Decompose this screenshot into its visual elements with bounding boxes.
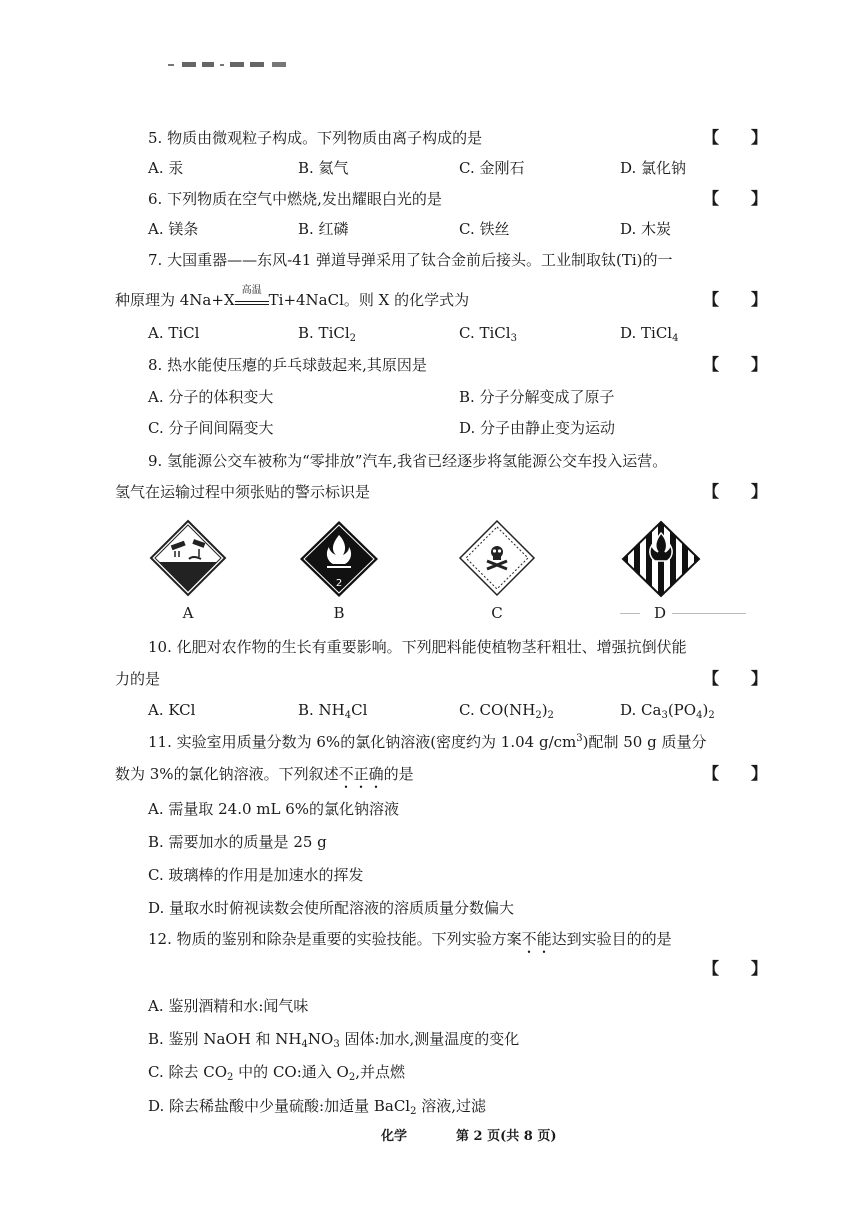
q8-option-a[interactable]: A. 分子的体积变大 [148, 388, 274, 406]
q6-answer-bracket[interactable]: 【 】 [703, 189, 768, 208]
q11-answer-bracket[interactable]: 【 】 [703, 764, 768, 783]
q7-reactants: 种原理为 4Na+X [115, 291, 235, 309]
emphasis-not-correct: 不正确 [338, 765, 384, 783]
q7-answer-bracket[interactable]: 【 】 [703, 290, 768, 309]
q5-option-c[interactable]: C. 金刚石 [459, 159, 525, 177]
q11-option-a[interactable]: A. 需量取 24.0 mL 6%的氯化钠溶液 [148, 800, 400, 818]
q5-option-a[interactable]: A. 汞 [148, 159, 184, 177]
q7-stem-line2 [115, 285, 470, 310]
q6-option-d[interactable]: D. 木炭 [620, 220, 672, 238]
q7-option-a[interactable]: A. TiCl [148, 324, 200, 342]
q7-products: Ti+4NaCl。则 X 的化学式为 [268, 291, 470, 309]
q5-option-b[interactable]: B. 氦气 [298, 159, 349, 177]
q8-option-d[interactable]: D. 分子由静止变为运动 [459, 419, 616, 437]
reaction-equals-sign [235, 285, 269, 305]
q12-option-c[interactable]: C. 除去 $CO_2$ 中的 CO:通入 $O_2$,并点燃 [148, 1063, 405, 1083]
q8-stem: 8. 热水能使压瘪的乒乓球鼓起来,其原因是 [148, 356, 427, 374]
top-header-fragment [168, 54, 298, 62]
q12-option-d[interactable]: D. 除去稀盐酸中少量硫酸:加适量 BaCl$_2$ 溶液,过滤 [148, 1097, 487, 1117]
sign-label-c: C [491, 604, 503, 622]
q6-option-b[interactable]: B. 红磷 [298, 220, 349, 238]
q11-stem-line1: 11. 实验室用质量分数为 6%的氯化钠溶液(密度约为 1.04 $g/cm^3$)配制 50 g 质量分 [148, 733, 707, 751]
q11-option-d[interactable]: D. 量取水时俯视读数会使所配溶液的溶质质量分数偏大 [148, 899, 515, 917]
q9-answer-bracket[interactable]: 【 】 [703, 482, 768, 501]
q7-option-c[interactable]: C. TiCl$_3$ [459, 324, 517, 344]
footer-subject: 化学 [381, 1129, 408, 1144]
q10-stem-line2: 力的是 [115, 670, 161, 688]
emphasis-cannot: 不能 [521, 930, 552, 948]
footer-page-number: 第 2 页(共 8 页) [456, 1129, 557, 1144]
q11-option-c[interactable]: C. 玻璃棒的作用是加速水的挥发 [148, 866, 364, 884]
flammable-solid-sign-icon[interactable] [620, 519, 702, 603]
q7-stem-line1: 7. 大国重器——东风-41 弹道导弹采用了钛合金前后接头。工业制取钛(Ti)的一 [148, 251, 673, 269]
q11-stem-line2: 数为 3%的氯化钠溶液。下列叙述不正确的是 [115, 765, 414, 783]
sign-class-number: 2 [335, 578, 343, 589]
toxic-sign-icon[interactable] [458, 519, 536, 601]
header-fragment-marks [168, 61, 298, 69]
sign-label-a: A [182, 604, 194, 622]
q8-option-c[interactable]: C. 分子间间隔变大 [148, 419, 274, 437]
q10-stem-line1: 10. 化肥对农作物的生长有重要影响。下列肥料能使植物茎秆粗壮、增强抗倒伏能 [148, 638, 687, 656]
q12-option-a[interactable]: A. 鉴别酒精和水:闻气味 [148, 997, 309, 1015]
q12-answer-bracket[interactable]: 【 】 [703, 959, 768, 978]
q11-option-b[interactable]: B. 需要加水的质量是 25 g [148, 833, 327, 851]
q9-stem-line1: 9. 氢能源公交车被称为“零排放”汽车,我省已经逐步将氢能源公交车投入运营。 [148, 452, 668, 470]
q12-option-b[interactable]: B. 鉴别 NaOH 和 $NH_4NO_3$ 固体:加水,测量温度的变化 [148, 1030, 520, 1050]
reaction-condition: 高温 [241, 285, 262, 296]
q10-option-c[interactable]: C. $CO(NH_2)_2$ [459, 701, 554, 721]
q9-stem-line2: 氢气在运输过程中须张贴的警示标识是 [115, 483, 371, 501]
scan-line [672, 613, 746, 614]
sign-label-d: D [653, 604, 667, 622]
q6-stem: 6. 下列物质在空气中燃烧,发出耀眼白光的是 [148, 190, 442, 208]
corrosive-sign-icon[interactable] [149, 519, 227, 601]
q5-option-d[interactable]: D. 氯化钠 [620, 159, 687, 177]
q6-option-c[interactable]: C. 铁丝 [459, 220, 510, 238]
q8-answer-bracket[interactable]: 【 】 [703, 355, 768, 374]
q10-option-a[interactable]: A. KCl [148, 701, 196, 719]
q5-stem: 5. 物质由微观粒子构成。下列物质由离子构成的是 [148, 129, 483, 147]
q6-option-a[interactable]: A. 镁条 [148, 220, 199, 238]
q10-option-b[interactable]: B. $NH_4Cl$ [298, 701, 368, 721]
q10-answer-bracket[interactable]: 【 】 [703, 669, 768, 688]
q7-option-b[interactable]: B. TiCl$_2$ [298, 324, 357, 344]
q12-stem: 12. 物质的鉴别和除杂是重要的实验技能。下列实验方案不能达到实验目的的是 [148, 930, 672, 948]
scan-line [620, 613, 640, 614]
q7-option-d[interactable]: D. TiCl$_4$ [620, 324, 679, 344]
q8-option-b[interactable]: B. 分子分解变成了原子 [459, 388, 615, 406]
q10-option-d[interactable]: D. $Ca_3(PO_4)_2$ [620, 701, 715, 721]
flammable-gas-sign-icon[interactable] [298, 519, 380, 603]
sign-label-b: B [333, 604, 345, 622]
q5-answer-bracket[interactable]: 【 】 [703, 128, 768, 147]
